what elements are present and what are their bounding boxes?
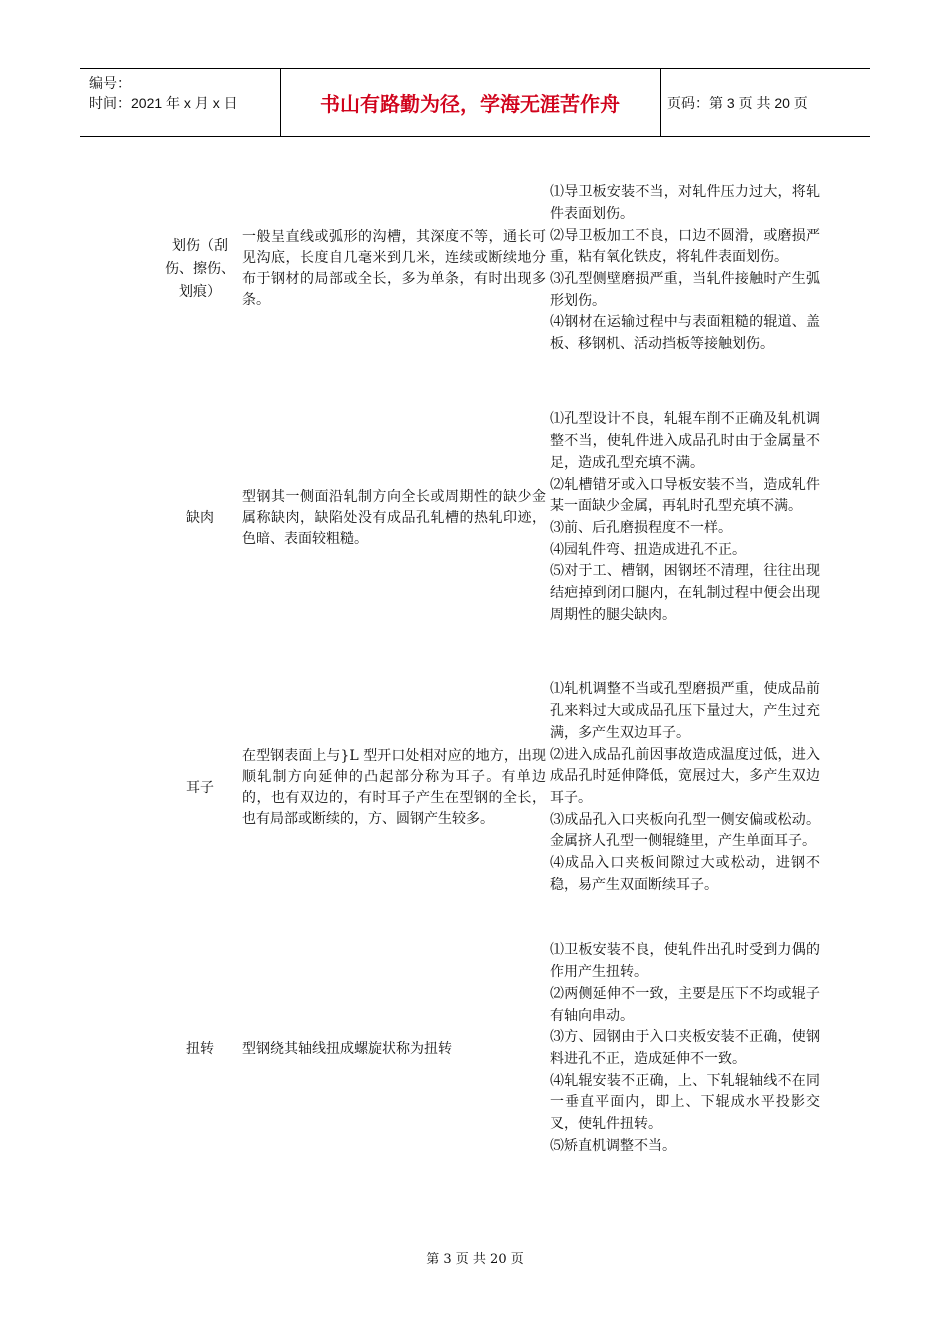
page-footer: 第 3 页 共 20 页 [426,1252,524,1267]
cause-item: ⑸矫直机调整不当。 [550,1137,676,1154]
page-info: 页码：第 3 页 共 20 页 [667,94,808,111]
defect-causes [550,409,820,626]
defect-description: 型钢绕其轴线扭成螺旋状称为扭转 [242,1040,452,1057]
cause-item: ⑵两侧延伸不一致，主要是压下不均或辊子有轴向串动。 [550,985,820,1024]
defect-name: 划伤（刮伤、擦伤、划痕） [165,237,235,300]
defect-causes [550,940,820,1157]
defect-causes [550,182,820,356]
cause-item: ⑷园轧件弯、扭造成进孔不正。 [550,541,746,558]
page-header [80,68,870,137]
table-row [160,160,820,378]
defect-name: 缺肉 [186,509,214,526]
cause-item: ⑴轧机调整不当或孔型磨损严重，使成品前孔来料过大或成品孔压下量过大，产生过充满，多产生双边耳子。 [550,681,820,741]
defect-description: 一般呈直线或弧形的沟槽，其深度不等，通长可见沟底，长度自几毫米到几米，连续或断续地分布于钢材的局部或全长，多为单条，有时出现多条。 [242,229,546,308]
cause-item: ⑷钢材在运输过程中与表面粗糙的辊道、盖板、移钢机、活动挡板等接触划伤。 [550,314,820,353]
cause-item: ⑵进入成品孔前因事故造成温度过低，进入成品孔时延伸降低，宽展过大，多产生双边耳子。 [550,746,820,806]
defect-name: 扭转 [186,1040,214,1057]
defect-description: 在型钢表面上与}L 型开口处相对应的地方，出现顺轧制方向延伸的凸起部分称为耳子。有单边的，也有双边的，有时耳子产生在型钢的全长，也有局部或断续的，方、圆钢产生较多。 [242,748,546,827]
header-meta [80,69,281,136]
time-label: 时间：2021 年 x 月 x 日 [89,95,238,111]
cause-item: ⑴导卫板安装不当，对轧件压力过大，将轧件表面划伤。 [550,184,820,222]
table-row [160,658,820,918]
cause-item: ⑷成品入口夹板间隙过大或松动，进钢不稳，易产生双面断续耳子。 [550,855,820,893]
table-row [160,378,820,658]
cause-item: ⑴卫板安装不良，使轧件出孔时受到力偶的作用产生扭转。 [550,942,820,981]
table-row [160,918,820,1180]
defect-table [160,160,820,1180]
defect-causes [550,679,820,896]
cause-item: ⑶孔型侧壁磨损严重，当轧件接触时产生弧形划伤。 [550,271,820,309]
cause-item: ⑶方、园钢由于入口夹板安装不正确，使钢料进孔不正，造成延伸不一致。 [550,1029,820,1067]
cause-item: ⑸对于工、槽钢，困钢坯不清理，往往出现结疤掉到闭口腿内，在轧制过程中便会出现周期性的腿尖缺肉。 [550,563,820,623]
cause-item: ⑵轧槽错牙或入口导板安装不当，造成轧件某一面缺少金属，再轧时孔型充填不满。 [550,476,820,515]
cause-item: ⑷轧辊安装不正确，上、下轧辊轴线不在同一垂直平面内，即上、下辊成水平投影交叉，使轧件扭转。 [550,1072,820,1133]
motto: 书山有路勤为径，学海无涯苦作舟 [280,69,661,136]
defect-name: 耳子 [186,779,214,796]
cause-item: ⑶成品孔入口夹板向孔型一侧安偏或松动。金属挤人孔型一侧辊缝里，产生单面耳子。 [550,811,820,850]
cause-item: ⑵导卫板加工不良，口边不圆滑，或磨损严重，粘有氧化铁皮，将轧件表面划伤。 [550,227,820,266]
cause-item: ⑴孔型设计不良，轧辊车削不正确及轧机调整不当，使轧件进入成品孔时由于金属量不足，造成孔型充填不满。 [550,411,820,471]
defect-description: 型钢其一侧面沿轧制方向全长或周期性的缺少金属称缺肉，缺陷处没有成品孔轧槽的热轧印迹，色暗、表面较粗糙。 [242,488,546,547]
code-label: 编号： [89,75,131,91]
cause-item: ⑶前、后孔磨损程度不一样。 [550,520,732,536]
